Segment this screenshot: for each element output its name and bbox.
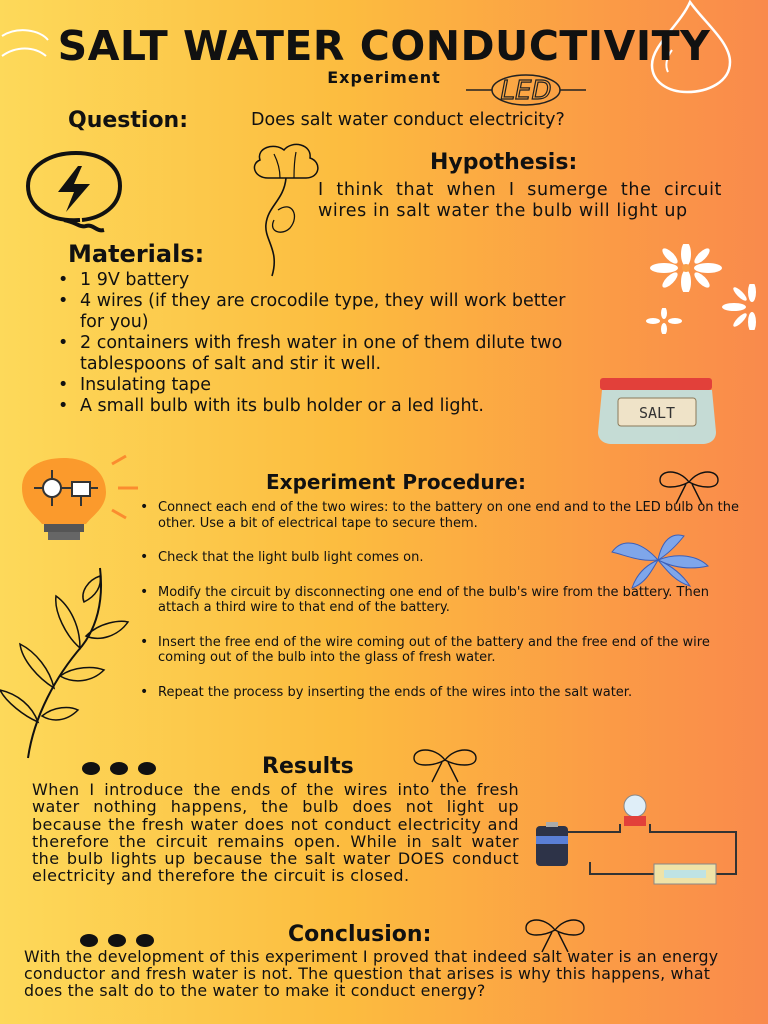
question-label: Question: [68, 108, 189, 133]
procedure-label: Experiment Procedure: [266, 470, 526, 494]
list-item: • A small bulb with its bulb holder or a led light. [52, 396, 580, 417]
list-item: • Repeat the process by inserting the ends of the wires into the salt water. [136, 685, 728, 701]
white-flower-icon [646, 308, 682, 334]
list-item: • 2 containers with fresh water in one of them dilute two tablespoons of salt and stir it well. [52, 333, 610, 375]
lightbulb-circuit-icon [14, 454, 154, 546]
leaf-branch-icon [0, 566, 130, 760]
lightning-bolt-icon [20, 148, 130, 240]
salt-jar-icon [594, 376, 720, 446]
list-item: • Insulating tape [52, 375, 612, 396]
results-label: Results [262, 754, 354, 779]
blue-flower-icon [610, 530, 710, 590]
white-flower-icon [646, 244, 726, 292]
hypothesis-label: Hypothesis: [430, 150, 578, 175]
list-item: • Check that the light bulb light comes on. [136, 550, 742, 566]
conclusion-label: Conclusion: [288, 922, 432, 947]
list-item: • Modify the circuit by disconnecting one end of the bulb's wire from the battery. Then attach a third wire to that end of the battery. [136, 585, 742, 616]
list-item: • Connect each end of the two wires: to the battery on one end and to the LED bulb on the other. Use a bit of electrical tape to secure them. [136, 500, 742, 531]
salt-jar-label: SALT [638, 404, 676, 422]
results-text: When I introduce the ends of the wires into the fresh water nothing happens, the bulb does not light up because the fresh water does not conduct electricity and therefore the circuit remains open. While in salt water the bulb lights up because the salt water DOES conduct electricity and therefore the circuit is closed. [32, 780, 519, 886]
conclusion-text: With the development of this experiment I proved that indeed salt water is an energy conductor and fresh water is not. The question that arises is why this happens, what does the salt do to the water to make it conduct energy? [24, 947, 719, 1000]
bow-icon [410, 744, 480, 784]
white-flower-icon [722, 284, 768, 330]
materials-label: Materials: [68, 240, 205, 268]
list-item: • 1 9V battery [52, 270, 612, 291]
page-subtitle: Experiment [327, 68, 441, 87]
hypothesis-text: I think that when I sumerge the circuit wires in salt water the bulb will light up [318, 180, 722, 221]
dots-decoration [82, 760, 166, 779]
page-title: SALT WATER CONDUCTIVITY [57, 22, 711, 70]
question-text: Does salt water conduct electricity? [251, 110, 565, 130]
led-icon [462, 72, 590, 108]
materials-list [52, 270, 612, 417]
svg-text:LED: LED [500, 76, 552, 106]
list-item: • 4 wires (if they are crocodile type, they will work better for you) [52, 291, 590, 333]
battery-circuit-icon [530, 792, 746, 892]
list-item: • Insert the free end of the wire coming out of the battery and the free end of the wire coming out of the bulb into the glass of fresh water. [136, 635, 742, 666]
